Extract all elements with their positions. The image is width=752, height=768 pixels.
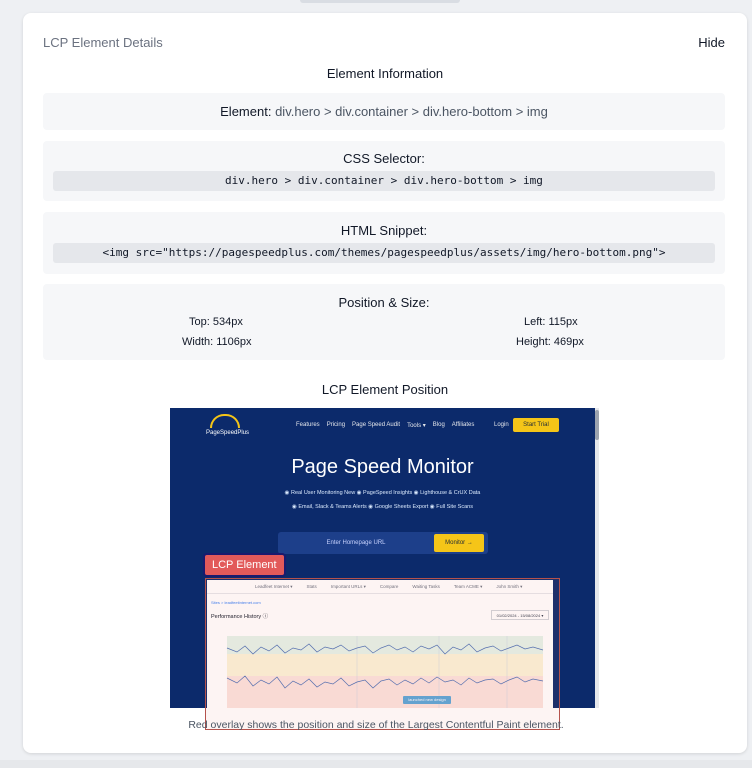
site-url-placeholder: Enter Homepage URL bbox=[326, 540, 386, 546]
app-nav-item: Team ACME ▾ bbox=[453, 584, 483, 589]
app-nav-item: Important URLs ▾ bbox=[330, 584, 366, 589]
hide-button[interactable]: Hide bbox=[698, 35, 725, 50]
lcp-element-label: LCP Element bbox=[205, 555, 284, 575]
element-label: Element: bbox=[220, 104, 272, 119]
site-logo-text: PageSpeedPlus bbox=[206, 430, 250, 436]
lcp-caption: Red overlay shows the position and size of the Largest Contentful Paint element. bbox=[188, 719, 564, 731]
site-nav-item: Tools ▾ bbox=[407, 423, 426, 429]
app-nav-item: Compare bbox=[379, 584, 399, 589]
position-left: Left: 115px bbox=[524, 316, 578, 328]
screenshot-scrollbar bbox=[595, 408, 599, 708]
html-snippet-label: HTML Snippet: bbox=[340, 223, 428, 238]
lcp-position-heading: LCP Element Position bbox=[321, 382, 449, 397]
site-start-trial: Start Trial bbox=[513, 418, 559, 432]
position-top: Top: 534px bbox=[189, 316, 243, 328]
css-selector-value[interactable]: div.hero > div.container > div.hero-bottom > img bbox=[53, 171, 715, 191]
site-nav bbox=[296, 422, 474, 429]
css-selector-label: CSS Selector: bbox=[343, 151, 425, 166]
app-date-range: 01/02/2024 - 15/08/2024 ▾ bbox=[491, 610, 549, 620]
app-nav-item: John Smith ▾ bbox=[496, 584, 523, 589]
element-information-heading: Element Information bbox=[326, 66, 444, 81]
site-nav-item: Page Speed Audit bbox=[352, 422, 401, 428]
card-header bbox=[43, 35, 725, 53]
site-nav-item: Pricing bbox=[326, 422, 346, 428]
site-nav-item: Blog bbox=[432, 422, 445, 428]
element-box bbox=[43, 93, 725, 130]
page-bottom-strip bbox=[0, 760, 752, 768]
site-monitor-button: Monitor → bbox=[434, 534, 484, 552]
top-tab-strip bbox=[300, 0, 460, 3]
element-line bbox=[43, 104, 725, 119]
lcp-element-overlay bbox=[205, 578, 560, 730]
app-nav-item: Leadfeet Internet ▾ bbox=[255, 584, 293, 589]
site-features-line: ◉ Email, Slack & Teams Alerts ◉ Google Sheets Export ◉ Full Site Scans bbox=[292, 504, 473, 510]
element-value: div.hero > div.container > div.hero-bottom > img bbox=[275, 104, 548, 119]
site-features-line: ◉ Real User Monitoring New ◉ PageSpeed Insights ◉ Lighthouse & CrUX Data bbox=[284, 490, 481, 496]
html-snippet-value[interactable]: <img src="https://pagespeedplus.com/themes/pagespeedplus/assets/img/hero-bottom.png"> bbox=[53, 243, 715, 263]
app-nav-item: Stats bbox=[306, 584, 317, 589]
size-height: Height: 469px bbox=[516, 336, 584, 348]
site-login: Login bbox=[494, 422, 509, 428]
site-heading: Page Speed Monitor bbox=[291, 456, 474, 478]
app-nav-item: Waiting Tasks bbox=[412, 584, 440, 589]
chart-annotation: launched new design bbox=[403, 696, 451, 704]
css-selector-box bbox=[43, 141, 725, 201]
position-size-label: Position & Size: bbox=[338, 295, 430, 310]
app-breadcrumb: Sites > leadfeetinternet.com bbox=[211, 600, 261, 605]
size-width: Width: 1106px bbox=[182, 336, 252, 348]
speedometer-logo-icon bbox=[210, 414, 240, 428]
site-nav-item: Affiliates bbox=[451, 422, 475, 428]
app-performance-title: Performance History ⓘ bbox=[211, 614, 269, 620]
position-size-box bbox=[43, 284, 725, 360]
html-snippet-box bbox=[43, 212, 725, 274]
card-title: LCP Element Details bbox=[43, 35, 163, 50]
site-nav-item: Features bbox=[296, 422, 320, 428]
